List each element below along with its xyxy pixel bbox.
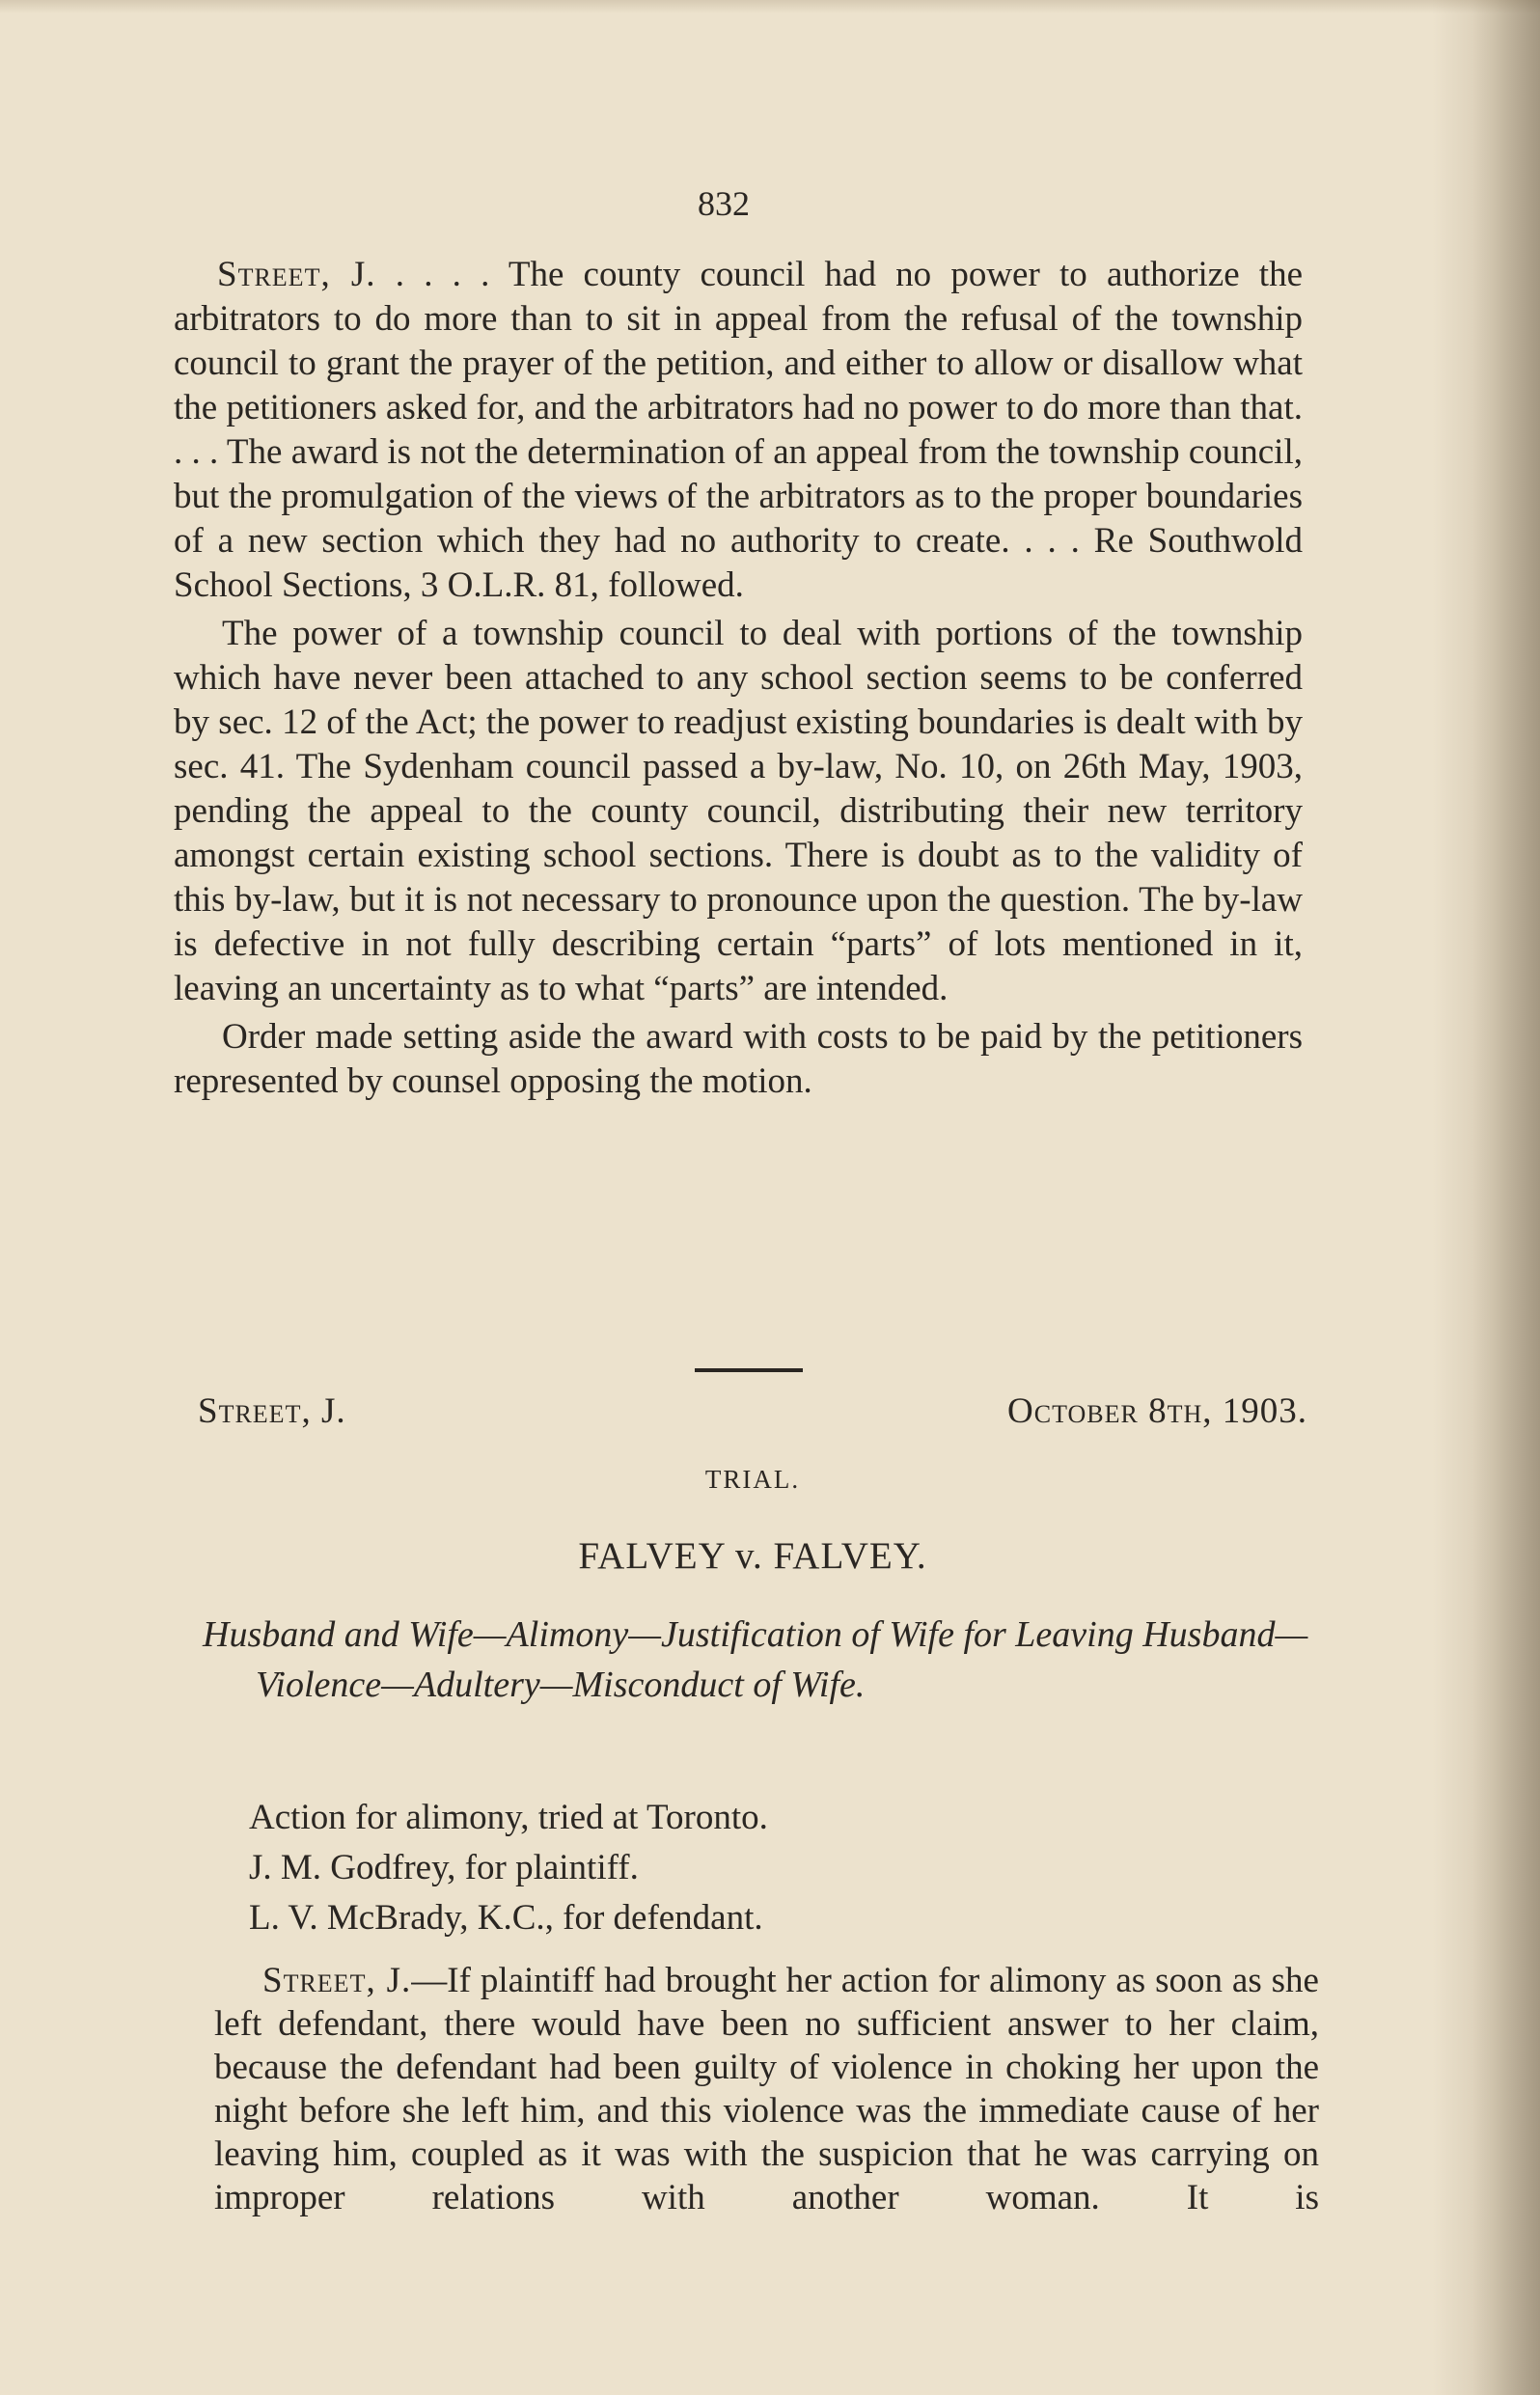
judgment-judge: Street, J. [262,1961,412,2000]
case-date: October 8th, 1903. [1007,1391,1307,1431]
headnote: Husband and Wife—Alimony—Justification of Wife for Leaving Husband—Violence—Adultery—Misconduct of Wife. [203,1614,1308,1705]
page-number: 832 [698,184,750,223]
section-divider [695,1368,803,1372]
order-paragraph: Order made setting aside the award with costs to be paid by the petitioners represented by counsel opposing the motion. [174,1017,1303,1101]
opening-section [174,253,1303,1104]
case-details [249,1793,1310,1943]
power-paragraph: The power of a township council to deal with portions of the township which have never been attached to any school section seems to be conferred by sec. 12 of the Act; the power to readjust existing boundaries is dealt with by sec. 41. The Sydenham council passed a by-law, No. 10, on 26th May, 1903, pending the appeal to the county council, distributing their new territory amongst certain existing school sections. There is doubt as to the validity of this by-law, but it is not necessary to pronounce upon the question. The by-law is defective in not fully describing certain “parts” of lots mentioned in it, leaving an uncertainty as to what “parts” are intended. [174,614,1303,1008]
opening-text: . . . . The county council had no power to authorize the arbitrators to do more than to sit in appeal from the refusal of the township council to grant the prayer of the petition, and either to allow or disallow what the petitioners asked for, and the arbitrators had no power to do more than that. . . . The award is not the determination of an appeal from the township council, but the promulgation of the views of the arbitrators as to the proper boundaries of a new section which they had no authority to create. . . . Re Southwold School Sections, 3 O.L.R. 81, followed. [174,255,1304,605]
action-line: Action for alimony, tried at Toronto. [249,1798,768,1837]
case-title: FALVEY v. FALVEY. [578,1535,927,1577]
judgment-paragraph [214,1959,1319,2219]
judgment-text: —If plaintiff had brought her action for alimony as soon as she left defendant, there would have been no sufficient answer to her claim, because the defendant had been guilty of violence in choking her upon the night before she left him, and this violence was the immediate cause of her leaving him, coupled as it was with the suspicion that he was carrying on improper relations with another woman. It is [214,1961,1319,2217]
opening-paragraph [174,253,1303,608]
defendant-counsel-line: L. V. McBrady, K.C., for defendant. [249,1898,763,1938]
plaintiff-counsel-line: J. M. Godfrey, for plaintiff. [249,1848,639,1887]
opening-judge: Street, J. [217,255,376,294]
page-edge-shadow [1472,0,1540,2395]
case-type: TRIAL. [704,1465,801,1494]
case-judge: Street, J. [198,1391,346,1431]
